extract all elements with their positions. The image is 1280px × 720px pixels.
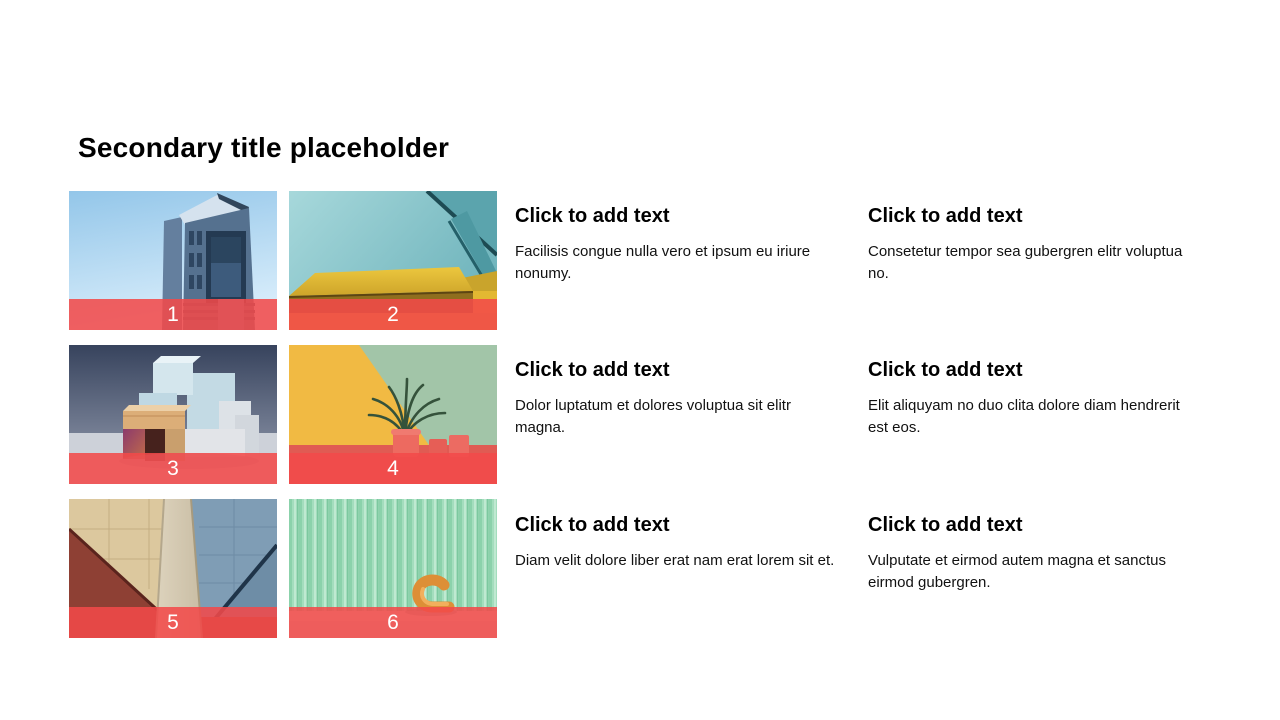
text-placeholder-heading[interactable]: Click to add text — [868, 205, 1023, 227]
image-number-badge: 6 — [289, 607, 497, 638]
image-number-badge: 3 — [69, 453, 277, 484]
text-placeholder-2[interactable] — [868, 204, 1192, 284]
text-placeholder-heading[interactable]: Click to add text — [868, 359, 1023, 381]
text-placeholder-body[interactable]: Vulputate et eirmod autem magna et sanctus eirmod gubergren. — [868, 552, 1166, 591]
gallery-image-1[interactable] — [69, 191, 277, 330]
gallery-image-4[interactable] — [289, 345, 497, 484]
gallery-image-3[interactable] — [69, 345, 277, 484]
text-placeholder-body[interactable]: Elit aliquyam no duo clita dolore diam hendrerit est eos. — [868, 397, 1180, 436]
image-number-badge: 4 — [289, 453, 497, 484]
text-placeholder-body[interactable]: Consetetur tempor sea gubergren elitr voluptua no. — [868, 243, 1183, 282]
gallery-image-2[interactable] — [289, 191, 497, 330]
text-placeholder-3[interactable] — [515, 358, 839, 438]
gallery-image-6[interactable] — [289, 499, 497, 638]
text-placeholder-heading[interactable]: Click to add text — [515, 359, 670, 381]
text-placeholder-heading[interactable]: Click to add text — [515, 514, 670, 536]
gallery-image-5[interactable] — [69, 499, 277, 638]
text-placeholder-5[interactable] — [515, 513, 839, 572]
text-placeholder-4[interactable] — [868, 358, 1192, 438]
text-placeholder-heading[interactable]: Click to add text — [515, 205, 670, 227]
slide-secondary-title[interactable]: Secondary title placeholder — [78, 132, 450, 163]
image-number-badge: 1 — [69, 299, 277, 330]
text-placeholder-6[interactable] — [868, 513, 1192, 593]
image-number-badge: 5 — [69, 607, 277, 638]
text-placeholder-heading[interactable]: Click to add text — [868, 514, 1023, 536]
text-placeholder-body[interactable]: Facilisis congue nulla vero et ipsum eu iriure nonumy. — [515, 243, 811, 282]
text-placeholder-1[interactable] — [515, 204, 839, 284]
text-placeholder-body[interactable]: Diam velit dolore liber erat nam erat lorem sit et. — [515, 552, 835, 569]
text-placeholder-body[interactable]: Dolor luptatum et dolores voluptua sit elitr magna. — [515, 397, 791, 436]
image-number-badge: 2 — [289, 299, 497, 330]
